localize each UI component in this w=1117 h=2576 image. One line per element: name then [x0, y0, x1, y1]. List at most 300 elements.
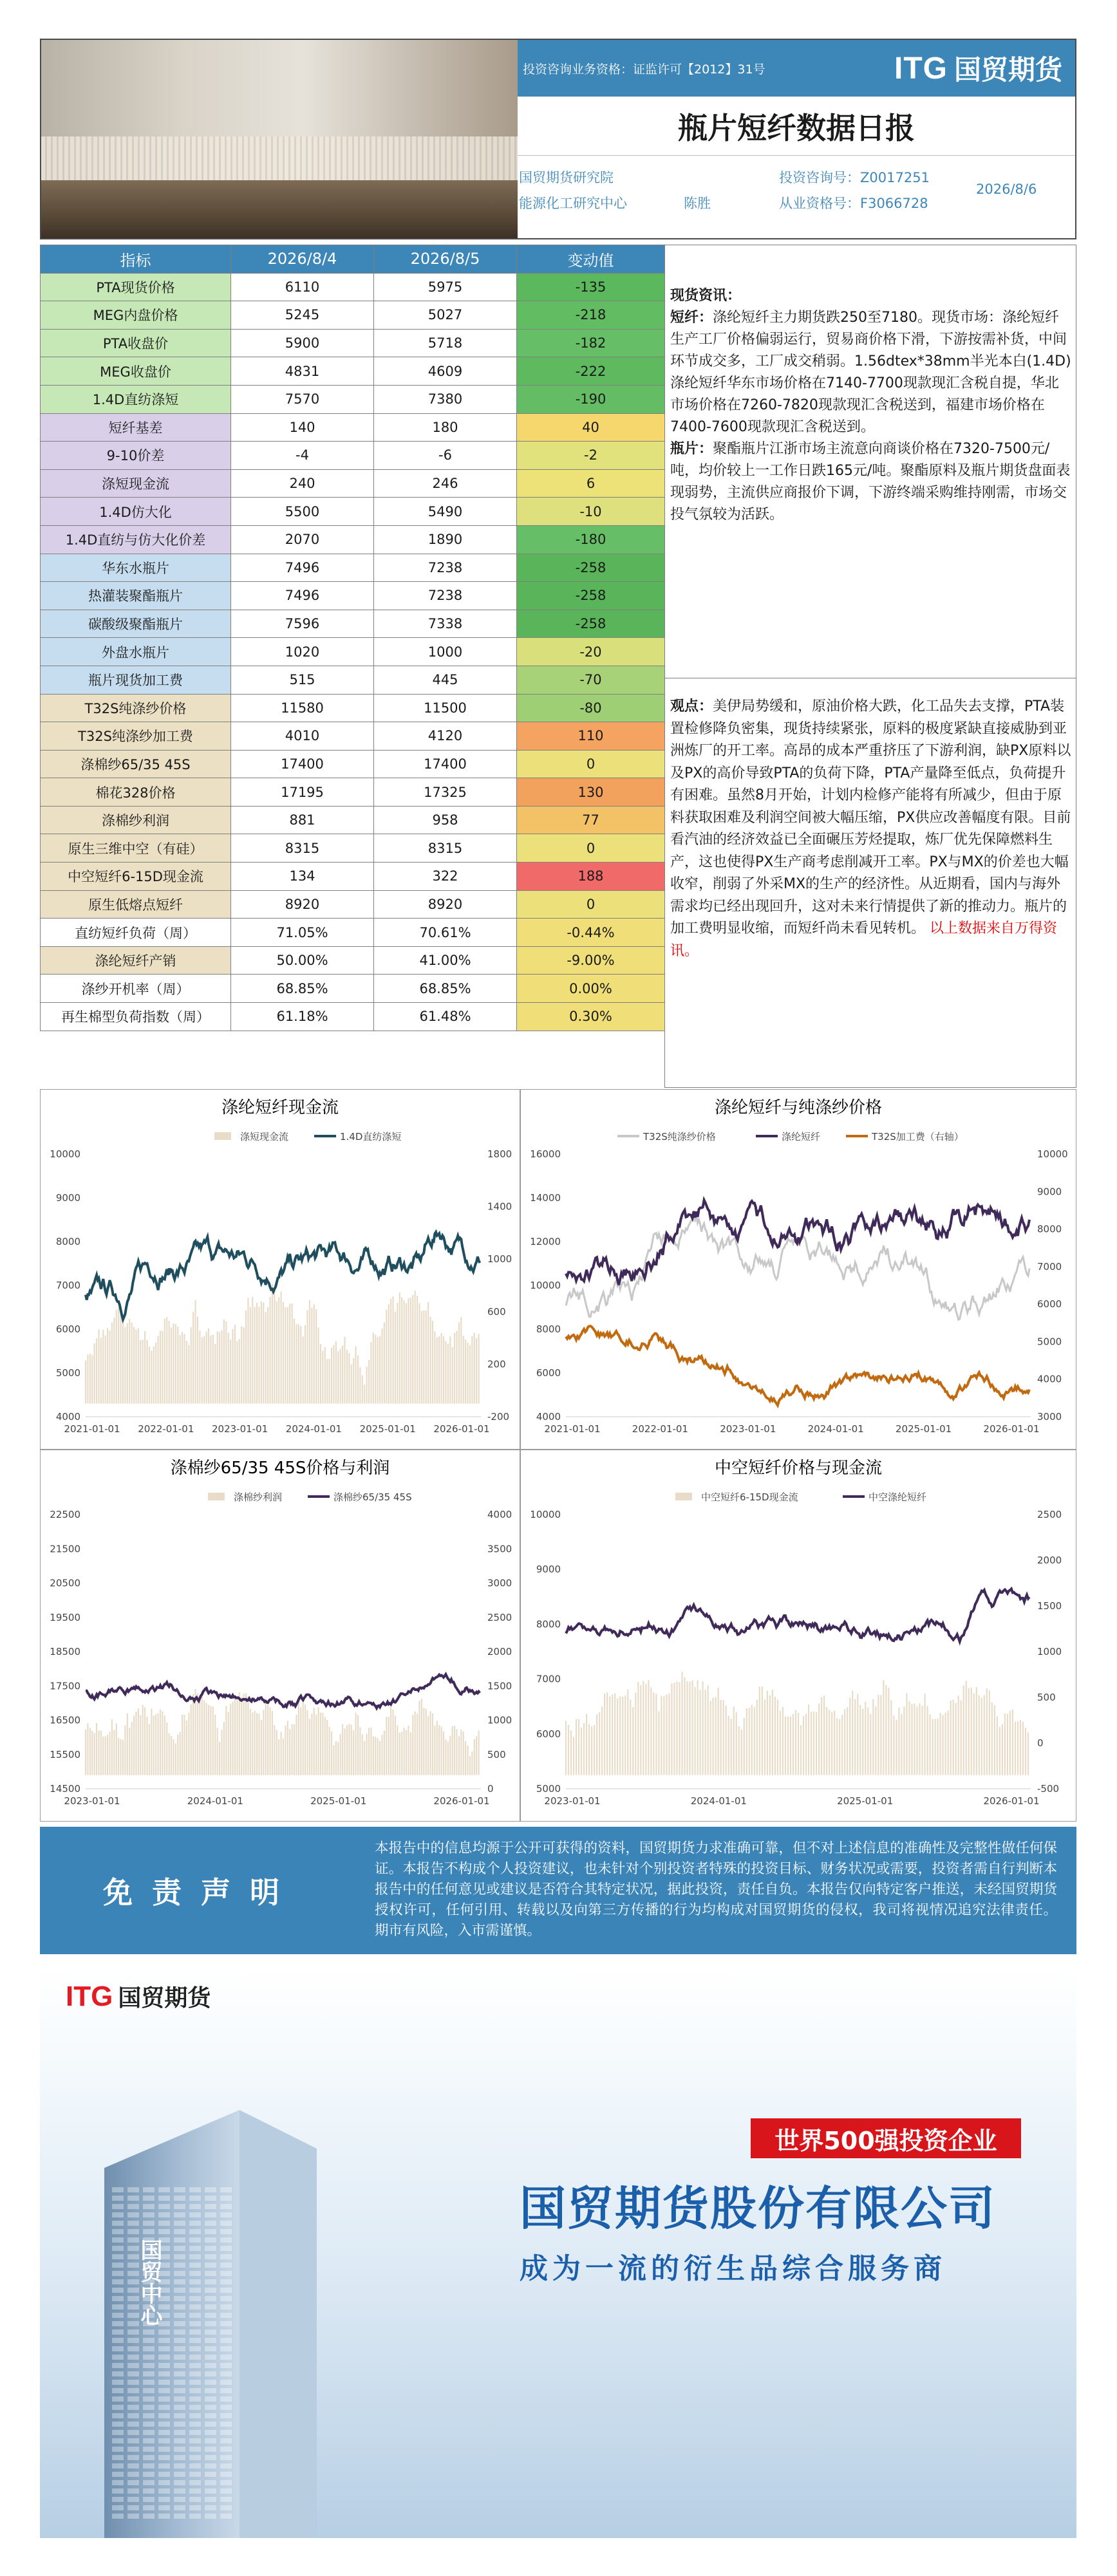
- value-date1: 8920: [231, 890, 374, 919]
- indicator-name: T32S纯涤纱加工费: [41, 722, 231, 751]
- x-tick: 2023-01-01: [720, 1423, 776, 1435]
- tower-window: [158, 2229, 170, 2234]
- tower-window: [220, 2455, 232, 2460]
- line-series: [566, 1200, 1029, 1285]
- value-change: -9.00%: [517, 946, 665, 975]
- tower-window: [220, 2263, 232, 2268]
- tower-window: [112, 2497, 124, 2502]
- tower-window: [112, 2430, 124, 2435]
- tower-window: [205, 2321, 216, 2326]
- tower-window: [174, 2447, 185, 2452]
- value-date1: 515: [231, 666, 374, 694]
- indicator-name: 再生棉型负荷指数（周）: [41, 1003, 231, 1031]
- tower-window: [189, 2380, 201, 2385]
- tower-window: [174, 2455, 185, 2460]
- logo-itg: ITG: [894, 51, 948, 86]
- commentary-box: [664, 245, 1076, 1088]
- indicator-name: 热灌装聚酯瓶片: [41, 582, 231, 610]
- tower-window: [127, 2371, 139, 2376]
- tower-window: [143, 2497, 155, 2502]
- tower-window: [127, 2338, 139, 2343]
- tower-window: [112, 2321, 124, 2326]
- line-series: [566, 1215, 1029, 1320]
- tower-window: [189, 2237, 201, 2243]
- header-textile-photo: [41, 40, 518, 238]
- tower-window: [112, 2254, 124, 2259]
- tower-window: [127, 2505, 139, 2510]
- tower-window: [112, 2405, 124, 2410]
- tower-window: [220, 2221, 232, 2226]
- value-change: 188: [517, 863, 665, 891]
- tower-window: [143, 2346, 155, 2351]
- chart-svg: [521, 1450, 1076, 1821]
- tower-window: [205, 2472, 216, 2477]
- tower-window: [205, 2279, 216, 2284]
- y-tick-right: 6000: [1037, 1298, 1062, 1311]
- chart-title: 涤棉纱65/35 45S价格与利润: [170, 1459, 390, 1478]
- tower-window: [205, 2405, 216, 2410]
- indicator-name: 涤棉纱利润: [41, 806, 231, 834]
- tower-window: [174, 2346, 185, 2351]
- tower-window: [158, 2363, 170, 2368]
- banner-slogan: 成为一流的衍生品综合服务商: [520, 2252, 946, 2285]
- table-row: [41, 413, 665, 442]
- value-change: -222: [517, 357, 665, 386]
- tower-window: [205, 2438, 216, 2443]
- tower-window: [205, 2514, 216, 2519]
- value-change: -180: [517, 525, 665, 554]
- table-row: [41, 582, 665, 610]
- tower-window: [220, 2237, 232, 2243]
- tower-window: [112, 2279, 124, 2284]
- y-tick-right: 1000: [487, 1714, 512, 1726]
- tower-window: [174, 2472, 185, 2477]
- tower-window: [112, 2422, 124, 2427]
- tower-sign: 国贸中心: [136, 2239, 162, 2326]
- y-tick-right: 8000: [1037, 1223, 1062, 1235]
- tower-window: [189, 2221, 201, 2226]
- value-date2: 7338: [374, 610, 517, 638]
- tower-window: [112, 2380, 124, 2385]
- tower-window: [189, 2329, 201, 2335]
- report-header: [40, 39, 1076, 239]
- value-date1: 68.85%: [231, 975, 374, 1003]
- tower-window: [189, 2438, 201, 2443]
- tower-window: [112, 2413, 124, 2418]
- indicator-name: MEG收盘价: [41, 357, 231, 386]
- tower-window: [189, 2413, 201, 2418]
- x-tick: 2023-01-01: [64, 1795, 120, 1807]
- x-tick: 2026-01-01: [983, 1795, 1040, 1807]
- tower-window: [220, 2338, 232, 2343]
- tower-window: [127, 2196, 139, 2201]
- y-tick-left: 4000: [55, 1411, 80, 1423]
- tower-window: [112, 2505, 124, 2510]
- indicator-name: 碳酸级聚酯瓶片: [41, 610, 231, 638]
- value-date2: 17325: [374, 778, 517, 807]
- tower-window: [158, 2472, 170, 2477]
- x-tick: 2026-01-01: [983, 1423, 1040, 1435]
- value-date1: 50.00%: [231, 946, 374, 975]
- indicator-name: 华东水瓶片: [41, 554, 231, 582]
- tower-window: [189, 2263, 201, 2268]
- tower-window: [205, 2396, 216, 2402]
- value-date2: 70.61%: [374, 919, 517, 947]
- tower-window: [205, 2237, 216, 2243]
- y-tick-right: 4000: [1037, 1373, 1062, 1385]
- tower-window: [158, 2380, 170, 2385]
- y-tick-right: 7000: [1037, 1260, 1062, 1273]
- tower-window: [143, 2212, 155, 2217]
- chart-title: 中空短纤价格与现金流: [714, 1459, 883, 1478]
- tower-window: [205, 2263, 216, 2268]
- y-tick-left: 8000: [536, 1323, 561, 1335]
- tower-window: [220, 2438, 232, 2443]
- indicator-name: 1.4D直纺涤短: [41, 385, 231, 413]
- tower-window: [143, 2396, 155, 2402]
- tower-window: [112, 2204, 124, 2209]
- tower-window: [174, 2313, 185, 2318]
- market-view: [670, 696, 1072, 962]
- indicator-name: 外盘水瓶片: [41, 638, 231, 666]
- tower-window: [189, 2422, 201, 2427]
- tower-window: [189, 2472, 201, 2477]
- tower-window: [127, 2438, 139, 2443]
- tower-window: [220, 2271, 232, 2276]
- tower-window: [189, 2254, 201, 2259]
- value-date1: 5245: [231, 301, 374, 330]
- x-tick: 2024-01-01: [285, 1423, 342, 1435]
- tower-window: [205, 2229, 216, 2234]
- tower-window: [189, 2405, 201, 2410]
- tower-window: [127, 2212, 139, 2217]
- y-tick-right: 1000: [1037, 1646, 1062, 1657]
- value-change: -258: [517, 610, 665, 638]
- x-tick: 2023-01-01: [544, 1795, 601, 1807]
- disclaimer: [40, 1827, 1076, 1954]
- value-date1: 240: [231, 469, 374, 498]
- y-tick-left: 16000: [530, 1148, 561, 1160]
- area-series: [86, 1284, 479, 1404]
- y-tick-right: -500: [1037, 1783, 1060, 1795]
- indicator-name: 9-10价差: [41, 442, 231, 470]
- value-change: 0: [517, 890, 665, 919]
- tower-window: [220, 2296, 232, 2301]
- y-tick-left: 21500: [50, 1543, 80, 1555]
- tower-window: [220, 2405, 232, 2410]
- table-row: [41, 946, 665, 975]
- y-tick-left: 22500: [50, 1509, 80, 1520]
- y-tick-left: 15500: [50, 1748, 80, 1760]
- tower-window: [127, 2413, 139, 2418]
- value-date2: 1890: [374, 525, 517, 554]
- x-tick: 2024-01-01: [807, 1423, 864, 1435]
- value-date2: 11500: [374, 694, 517, 722]
- short-text: 涤纶短纤主力期货跌250至7180。现货市场：涤纶短纤生产工厂价格偏弱运行，贸易商价格下滑，下游按需补货，中间环节成交多，工厂成交稍弱。1.56dtex*38mm半光本白(1.4D)涤纶短纤华东市场价格在7140-7700现款现汇含税自提，华北市场价格在7260-7820现款现汇含税送到，福建市场价格在7400-7600现款现汇含税送到。: [670, 310, 1071, 435]
- tower-window: [174, 2388, 185, 2393]
- tower-window: [189, 2363, 201, 2368]
- tower-window: [112, 2187, 124, 2192]
- tower-window: [143, 2472, 155, 2477]
- table-header-row: [41, 245, 665, 274]
- tower-window: [112, 2196, 124, 2201]
- y-tick-right: 3000: [1037, 1411, 1062, 1423]
- table-row: [41, 919, 665, 947]
- tower-window: [205, 2329, 216, 2335]
- value-date1: 7570: [231, 385, 374, 413]
- x-tick: 2025-01-01: [310, 1795, 367, 1807]
- tower-window: [143, 2438, 155, 2443]
- tower-window: [127, 2204, 139, 2209]
- table-row: [41, 1003, 665, 1031]
- value-change: -190: [517, 385, 665, 413]
- indicator-name: 直纺短纤负荷（周）: [41, 919, 231, 947]
- value-date2: 5718: [374, 329, 517, 357]
- tower-window: [220, 2422, 232, 2427]
- y-tick-left: 17500: [50, 1680, 80, 1692]
- banner-logo-cn: 国贸期货: [118, 1985, 211, 2011]
- y-tick-right: 5000: [1037, 1336, 1062, 1348]
- tower-window: [143, 2388, 155, 2393]
- y-tick-right: 2000: [487, 1646, 512, 1657]
- area-series: [86, 1689, 479, 1775]
- value-date1: 8315: [231, 834, 374, 863]
- tower-window: [158, 2497, 170, 2502]
- value-change: 130: [517, 778, 665, 807]
- value-date1: 134: [231, 863, 374, 891]
- value-date2: 5027: [374, 301, 517, 330]
- tower-window: [112, 2346, 124, 2351]
- view-text: 美伊局势缓和，原油价格大跌，化工品失去支撑，PTA装置检修降负密集，现货持续紧张，原料的极度紧缺直接威胁到亚洲炼厂的开工率。高昂的成本严重挤压了下游利润，缺PX原料以及PX的高价导致PTA的负荷下降，PTA产量降至低点，负荷提升有困难。虽然8月开始，计划内检修产能将有所减少，但由于原料获取困难及利润空间被大幅压缩，PX供应改善幅度有限。目前看汽油的经济效益已全面碾压芳烃提取，炼厂优先保障燃料生产，这也使得PX生产商考虑削减开工率。PX与MX的价差也大幅收窄，削弱了外采MX的生产的经济性。从近期看，国内与海外需求均已经出现回升，这对未来行情提供了新的推动力。瓶片的加工费明显收缩，而短纤尚未看见转机。: [670, 698, 1071, 937]
- tower-window: [220, 2187, 232, 2192]
- tower-window: [174, 2263, 185, 2268]
- y-tick-right: 1500: [1037, 1600, 1062, 1612]
- tower-window: [143, 2430, 155, 2435]
- header-info: [518, 40, 1075, 238]
- tower-window: [220, 2447, 232, 2452]
- x-tick: 2024-01-01: [690, 1795, 747, 1807]
- bottle-text: 聚酯瓶片江浙市场主流意向商谈价格在7320-7500元/吨，均价较上一工作日跌165元/吨。聚酯原料及瓶片期货盘面表现弱势，主流供应商报价下调，下游终端采购维持刚需，市场交投气氛较为活跃。: [670, 441, 1071, 523]
- value-date1: 7596: [231, 610, 374, 638]
- tower-window: [220, 2371, 232, 2376]
- value-date1: 4831: [231, 357, 374, 386]
- value-change: -182: [517, 329, 665, 357]
- tower-window: [158, 2204, 170, 2209]
- value-date1: 71.05%: [231, 919, 374, 947]
- chart-staple-yarn-price: [520, 1089, 1076, 1450]
- y-tick-right: 1000: [487, 1253, 512, 1265]
- y-tick-left: 4000: [536, 1411, 561, 1423]
- indicator-name: 涤纱开机率（周）: [41, 975, 231, 1003]
- tower-window: [205, 2221, 216, 2226]
- tower-window: [189, 2463, 201, 2469]
- tower-window: [158, 2329, 170, 2335]
- tower-window: [189, 2514, 201, 2519]
- table-row: [41, 778, 665, 807]
- tower-window: [205, 2363, 216, 2368]
- tower-window: [127, 2396, 139, 2402]
- tower-window: [127, 2422, 139, 2427]
- chart-staple-cashflow: [40, 1089, 520, 1450]
- table-row: [41, 273, 665, 301]
- tower-window: [127, 2472, 139, 2477]
- report-date: 2026/8/6: [976, 182, 1037, 197]
- tower-window: [174, 2271, 185, 2276]
- tower-window: [220, 2514, 232, 2519]
- tower-window: [112, 2304, 124, 2310]
- tower-window: [189, 2212, 201, 2217]
- chart-title: 涤纶短纤与纯涤纱价格: [714, 1098, 883, 1117]
- tower-window: [143, 2187, 155, 2192]
- y-tick-right: 600: [487, 1305, 506, 1318]
- tower-window: [127, 2355, 139, 2360]
- x-tick: 2026-01-01: [433, 1423, 490, 1435]
- indicator-name: MEG内盘价格: [41, 301, 231, 330]
- company-logo: [894, 49, 1062, 88]
- tower-window: [220, 2488, 232, 2494]
- x-tick: 2026-01-01: [433, 1795, 490, 1807]
- value-date1: 7496: [231, 554, 374, 582]
- table-row: [41, 890, 665, 919]
- tower-window: [158, 2447, 170, 2452]
- tower-window: [174, 2488, 185, 2494]
- tower-window: [189, 2187, 201, 2192]
- value-change: -20: [517, 638, 665, 666]
- tower-window: [112, 2246, 124, 2251]
- header-date2: 2026/8/5: [374, 245, 517, 274]
- x-tick: 2025-01-01: [896, 1423, 952, 1435]
- tower-window: [189, 2396, 201, 2402]
- disclaimer-title: 免责声明: [103, 1875, 299, 1910]
- tower-window: [205, 2388, 216, 2393]
- table-row: [41, 750, 665, 778]
- tower-window: [174, 2237, 185, 2243]
- tower-window: [158, 2438, 170, 2443]
- tower-window: [112, 2363, 124, 2368]
- table-row: [41, 610, 665, 638]
- indicator-name: 原生低熔点短纤: [41, 890, 231, 919]
- value-date2: 7380: [374, 385, 517, 413]
- tower-window: [220, 2196, 232, 2201]
- indicator-name: 原生三维中空（有硅）: [41, 834, 231, 863]
- tower-window: [158, 2187, 170, 2192]
- tower-window: [220, 2380, 232, 2385]
- tower-window: [189, 2355, 201, 2360]
- indicator-name: T32S纯涤纱价格: [41, 694, 231, 722]
- tower-window: [112, 2396, 124, 2402]
- indicator-name: 涤短现金流: [41, 469, 231, 498]
- table-row: [41, 525, 665, 554]
- y-tick-left: 6000: [55, 1323, 80, 1335]
- tower-window: [189, 2430, 201, 2435]
- tower-window: [158, 2212, 170, 2217]
- value-date2: 958: [374, 806, 517, 834]
- x-tick: 2024-01-01: [187, 1795, 243, 1807]
- y-tick-right: 4000: [487, 1509, 512, 1520]
- legend-label: 中空涤纶短纤: [868, 1491, 927, 1503]
- bottle-label: 瓶片：: [670, 441, 713, 457]
- value-date2: 4120: [374, 722, 517, 751]
- value-change: -2: [517, 442, 665, 470]
- y-tick-right: 2500: [1037, 1509, 1062, 1520]
- value-date2: 4609: [374, 357, 517, 386]
- tower-window: [189, 2338, 201, 2343]
- tower-window: [174, 2371, 185, 2376]
- chart-svg: [41, 1450, 520, 1821]
- table-row: [41, 666, 665, 694]
- tower-window: [143, 2355, 155, 2360]
- tower-window: [143, 2447, 155, 2452]
- source-note: 以上数据来自万得资讯。: [670, 920, 1058, 959]
- tower-window: [158, 2405, 170, 2410]
- value-date1: 17195: [231, 778, 374, 807]
- y-tick-right: 0: [1037, 1737, 1044, 1749]
- y-tick-left: 9000: [55, 1192, 80, 1204]
- y-tick-left: 16500: [50, 1714, 80, 1726]
- value-date2: 8315: [374, 834, 517, 863]
- chart-title: 涤纶短纤现金流: [221, 1098, 339, 1117]
- tower-window: [143, 2229, 155, 2234]
- tower-window: [174, 2422, 185, 2427]
- y-tick-right: 1800: [487, 1148, 512, 1160]
- y-tick-left: 6000: [536, 1367, 561, 1379]
- tower-window: [112, 2371, 124, 2376]
- tower-window: [174, 2363, 185, 2368]
- y-tick-right: 500: [1037, 1692, 1056, 1703]
- value-date1: 140: [231, 413, 374, 442]
- indicator-name: 中空短纤6-15D现金流: [41, 863, 231, 891]
- value-change: 40: [517, 413, 665, 442]
- tower-window: [143, 2488, 155, 2494]
- tower-window: [174, 2463, 185, 2469]
- legend-label: 中空短纤6-15D现金流: [701, 1491, 798, 1503]
- legend-swatch: [208, 1493, 225, 1500]
- tower-window: [174, 2212, 185, 2217]
- tower-window: [112, 2438, 124, 2443]
- tower-window: [205, 2413, 216, 2418]
- tower-window: [174, 2221, 185, 2226]
- x-tick: 2021-01-01: [64, 1423, 120, 1435]
- tower-window: [127, 2455, 139, 2460]
- y-tick-right: 3500: [487, 1543, 512, 1555]
- table-row: [41, 329, 665, 357]
- value-change: -258: [517, 582, 665, 610]
- practice-no: 从业资格号：F3066728: [779, 196, 928, 211]
- x-tick: 2022-01-01: [632, 1423, 688, 1435]
- tower-window: [205, 2346, 216, 2351]
- value-date2: -6: [374, 442, 517, 470]
- table-row: [41, 301, 665, 330]
- tower-window: [112, 2338, 124, 2343]
- corporate-banner: [40, 1968, 1076, 2538]
- tower-window: [158, 2514, 170, 2519]
- legend-label: 涤短现金流: [240, 1131, 289, 1143]
- tower-window: [220, 2204, 232, 2209]
- table-row: [41, 385, 665, 413]
- tower-window: [143, 2422, 155, 2427]
- tower-window: [205, 2288, 216, 2293]
- tower-window: [220, 2463, 232, 2469]
- indicator-name: 涤纶短纤产销: [41, 946, 231, 975]
- line-series: [566, 1326, 1029, 1405]
- tower-window: [174, 2329, 185, 2335]
- tower-window: [205, 2187, 216, 2192]
- report-meta: [518, 156, 1075, 238]
- tower-window: [158, 2355, 170, 2360]
- indicator-name: PTA现货价格: [41, 273, 231, 301]
- tower-window: [158, 2463, 170, 2469]
- legend-swatch: [214, 1132, 231, 1140]
